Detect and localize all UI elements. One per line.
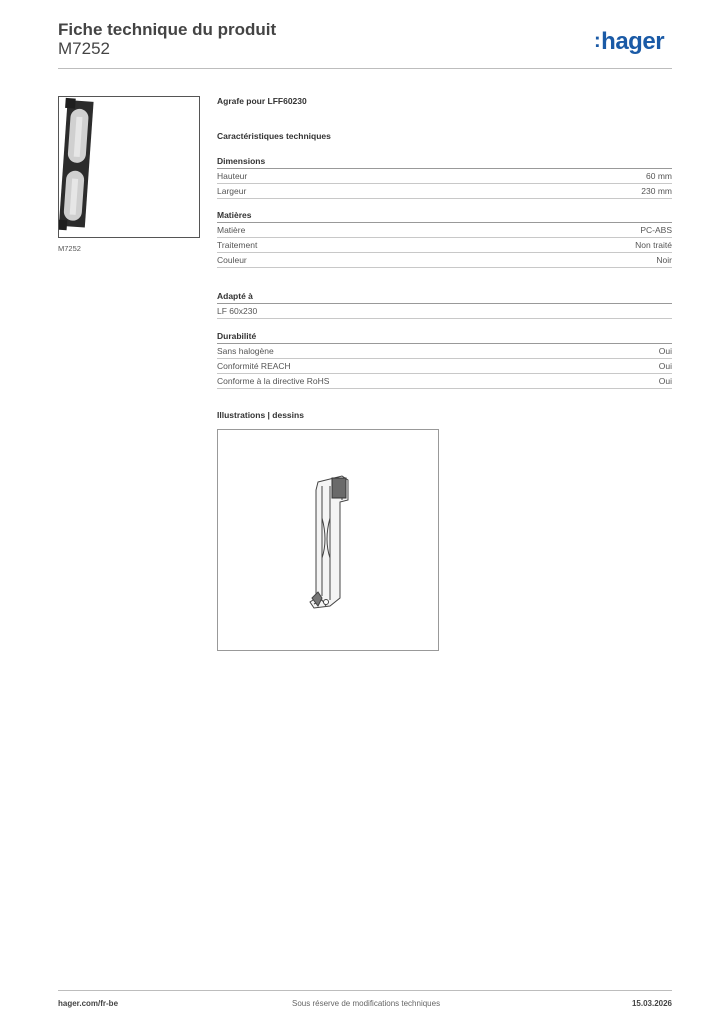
footer-date: 15.03.2026 xyxy=(631,999,672,1008)
product-name: Agrafe pour LFF60230 xyxy=(217,96,307,106)
row-label: Matière xyxy=(217,225,246,235)
footer-notice: Sous réserve de modifications techniques xyxy=(292,999,441,1008)
hager-logo xyxy=(594,28,664,56)
table-row xyxy=(217,169,672,184)
clip-drawing-icon xyxy=(218,430,438,650)
illustrations-heading: Illustrations | dessins xyxy=(217,410,304,420)
row-label: Couleur xyxy=(217,255,247,265)
row-label: Largeur xyxy=(217,186,247,196)
row-value: 60 mm xyxy=(646,171,672,181)
footer-website[interactable]: hager.com/fr-be xyxy=(58,999,119,1008)
dimensions-heading: Dimensions xyxy=(217,156,672,169)
materials-section xyxy=(217,210,672,268)
row-value: Oui xyxy=(658,346,672,356)
durability-heading: Durabilité xyxy=(217,331,672,344)
product-image xyxy=(58,96,200,238)
durability-section xyxy=(217,331,672,389)
row-value: Noir xyxy=(656,255,672,265)
row-label: Sans halogène xyxy=(217,346,274,356)
dimensions-section xyxy=(217,156,672,199)
row-label: Conformité REACH xyxy=(217,361,291,371)
row-label: Hauteur xyxy=(217,171,248,181)
adapted-heading: Adapté à xyxy=(217,291,672,304)
table-row xyxy=(217,253,672,268)
row-value: PC-ABS xyxy=(640,225,672,235)
row-value: Oui xyxy=(658,361,672,371)
row-label: LF 60x230 xyxy=(217,306,258,316)
adapted-section xyxy=(217,291,672,319)
table-row xyxy=(217,359,672,374)
illustration-drawing xyxy=(217,429,439,651)
product-image-caption: M7252 xyxy=(58,244,81,253)
materials-heading: Matières xyxy=(217,210,672,223)
row-value: Non traité xyxy=(635,240,672,250)
page-title: Fiche technique du produit xyxy=(58,20,277,39)
footer-divider xyxy=(58,990,672,991)
table-row xyxy=(217,238,672,253)
product-code: M7252 xyxy=(58,39,110,58)
logo-dots-icon: : xyxy=(594,30,601,52)
clip-photo-icon xyxy=(59,97,199,237)
table-row xyxy=(217,374,672,389)
row-value: Oui xyxy=(658,376,672,386)
row-label: Conforme à la directive RoHS xyxy=(217,376,330,386)
row-value: 230 mm xyxy=(641,186,672,196)
table-row xyxy=(217,223,672,238)
logo-text: hager xyxy=(601,28,665,55)
header-divider xyxy=(58,68,672,69)
table-row xyxy=(217,304,672,319)
row-label: Traitement xyxy=(217,240,258,250)
characteristics-heading: Caractéristiques techniques xyxy=(217,131,331,141)
table-row xyxy=(217,344,672,359)
table-row xyxy=(217,184,672,199)
